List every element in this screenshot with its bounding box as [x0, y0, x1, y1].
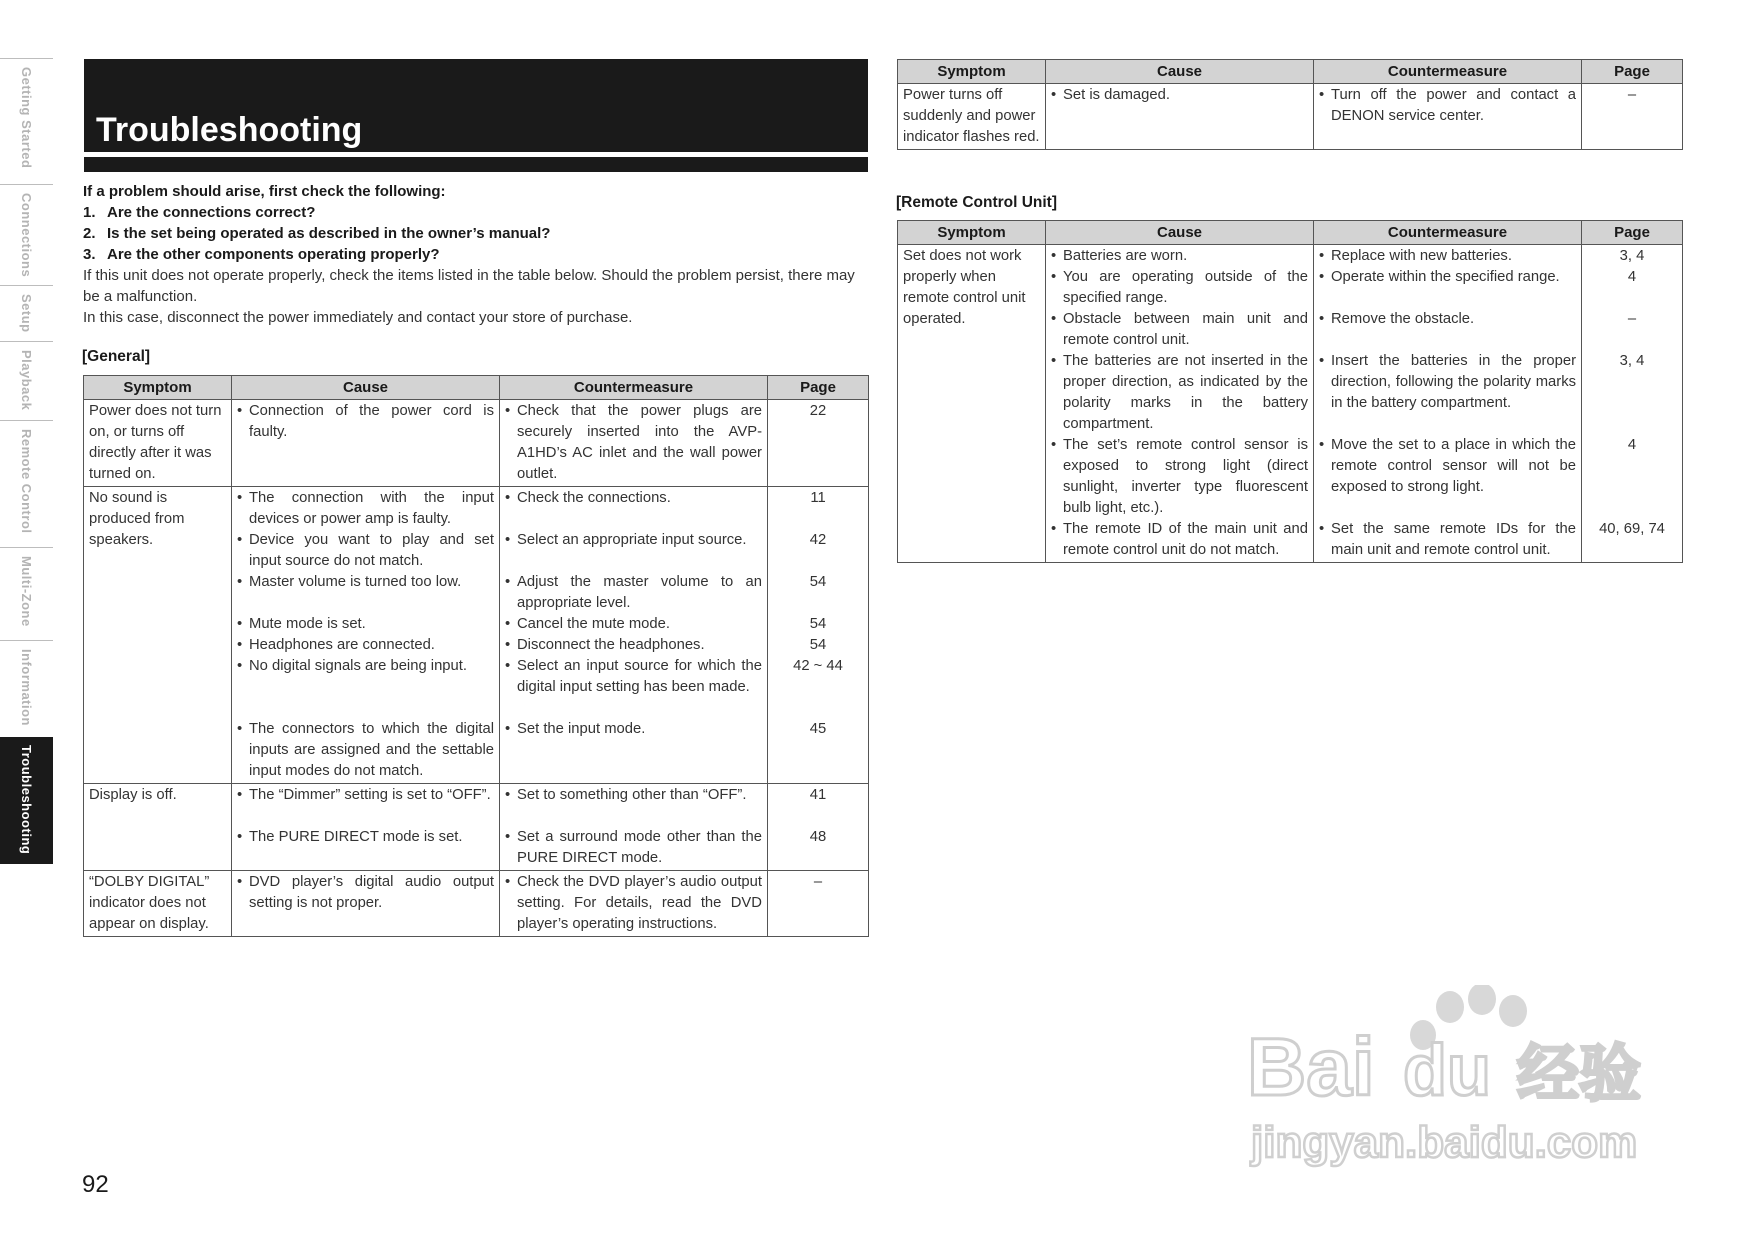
countermeasure-cell — [500, 784, 768, 871]
cause-item: • The connection with the input devices or power amp is faulty. — [237, 488, 494, 530]
page-cell — [1582, 245, 1683, 563]
tab-information[interactable]: Information — [0, 640, 53, 737]
watermark-brand-c: 经验 — [1517, 1037, 1642, 1110]
page-cell — [768, 487, 869, 784]
title-bar — [84, 59, 868, 152]
symptom-cell: “DOLBY DIGITAL” indicator does not appear on display. — [84, 871, 232, 937]
tab-troubleshooting[interactable]: Troubleshooting — [0, 737, 53, 864]
cause-cell — [1046, 245, 1314, 563]
tab-setup[interactable]: Setup — [0, 285, 53, 341]
page-ref: 48 — [809, 829, 827, 845]
symptom-cell: Set does not work properly when remote control unit operated. — [898, 245, 1046, 563]
intro-lead: If a problem should arise, first check the following: — [83, 183, 446, 200]
countermeasure-item: • Adjust the master volume to an appropriate level. — [505, 572, 762, 614]
page-ref: 54 — [809, 616, 827, 632]
col-symptom: Symptom — [898, 221, 1046, 245]
col-countermeasure: Countermeasure — [1314, 221, 1582, 245]
page-ref: 3, 4 — [1619, 353, 1645, 369]
col-cause: Cause — [1046, 221, 1314, 245]
cause-item: • Mute mode is set. — [237, 614, 494, 635]
cause-item: • The remote ID of the main unit and remote control unit do not match. — [1051, 519, 1308, 561]
countermeasure-cell — [1314, 245, 1582, 563]
symptom-cell: Power does not turn on, or turns off directly after it was turned on. — [84, 400, 232, 487]
page-ref: 11 — [810, 490, 826, 506]
countermeasure-item: • Set a surround mode other than the PURE DIRECT mode. — [505, 827, 762, 869]
page-ref: 22 — [809, 403, 827, 419]
countermeasure-item: • Cancel the mute mode. — [505, 614, 762, 635]
cause-item: • The batteries are not inserted in the proper direction, as indicated by the polarity marks in the battery compartment. — [1051, 351, 1308, 435]
cause-cell — [232, 400, 500, 487]
remote-table — [897, 220, 1683, 563]
table-row — [898, 245, 1683, 563]
cause-item: • Obstacle between main unit and remote control unit. — [1051, 309, 1308, 351]
col-symptom: Symptom — [898, 60, 1046, 84]
watermark-brand-b: du — [1403, 1031, 1491, 1111]
page-ref: 3, 4 — [1619, 248, 1645, 264]
page-ref: 42 — [809, 532, 827, 548]
countermeasure-item: • Remove the obstacle. — [1319, 309, 1576, 351]
countermeasure-item: • Disconnect the headphones. — [505, 635, 762, 656]
symptom-cell: No sound is produced from speakers. — [84, 487, 232, 784]
remote-section-label: [Remote Control Unit] — [896, 194, 1058, 211]
page-ref: – — [813, 874, 823, 890]
table-row — [84, 400, 869, 487]
page-ref: – — [1627, 87, 1637, 103]
page-ref: 4 — [1627, 437, 1637, 453]
intro — [83, 181, 873, 328]
page-title: Troubleshooting — [96, 111, 363, 149]
countermeasure-item: • Check the connections. — [505, 488, 762, 530]
watermark-url: jingyan.baidu.com — [1251, 1118, 1638, 1167]
page-ref: 54 — [809, 637, 827, 653]
page-cell — [768, 784, 869, 871]
cause-item: • The PURE DIRECT mode is set. — [237, 827, 494, 848]
page-cell — [768, 400, 869, 487]
countermeasure-item: • Operate within the specified range. — [1319, 267, 1576, 309]
col-countermeasure: Countermeasure — [1314, 60, 1582, 84]
countermeasure-item: • Check that the power plugs are securely inserted into the AVP-A1HD’s AC inlet and the wall power outlet. — [505, 401, 762, 485]
page-ref: 40, 69, 74 — [1599, 521, 1665, 537]
cause-item: • The “Dimmer” setting is set to “OFF”. — [237, 785, 494, 827]
page-ref: – — [1627, 311, 1637, 327]
table-header — [84, 376, 869, 400]
col-cause: Cause — [1046, 60, 1314, 84]
general-continued-table — [897, 59, 1683, 150]
col-page: Page — [1582, 60, 1683, 84]
page-ref: 42 ~ 44 — [793, 658, 843, 674]
general-table — [83, 375, 869, 937]
cause-item: • The set’s remote control sensor is exposed to strong light (direct sunlight, inverter type fluorescent bulb light, etc.). — [1051, 435, 1308, 519]
cause-item: • Connection of the power cord is faulty. — [237, 401, 494, 443]
symptom-cell: Power turns off suddenly and power indicator flashes red. — [898, 84, 1046, 150]
cause-item: • DVD player’s digital audio output setting is not proper. — [237, 872, 494, 914]
col-symptom: Symptom — [84, 376, 232, 400]
table-row — [84, 784, 869, 871]
check-3: 3. Are the other components operating properly? — [83, 246, 440, 263]
intro-paragraph-2: In this case, disconnect the power immediately and contact your store of purchase. — [83, 309, 633, 326]
tab-connections[interactable]: Connections — [0, 184, 53, 285]
title-underline — [84, 157, 868, 172]
countermeasure-cell — [500, 487, 768, 784]
page-ref: 4 — [1627, 269, 1637, 285]
page-number: 92 — [82, 1171, 109, 1198]
countermeasure-item: • Check the DVD player’s audio output setting. For details, read the DVD player’s operating instructions. — [505, 872, 762, 935]
cause-item: • The connectors to which the digital inputs are assigned and the settable input modes do not match. — [237, 719, 494, 782]
tab-playback[interactable]: Playback — [0, 341, 53, 420]
check-1: 1. Are the connections correct? — [83, 204, 316, 221]
col-page: Page — [1582, 221, 1683, 245]
page-cell — [768, 871, 869, 937]
countermeasure-item: • Insert the batteries in the proper direction, following the polarity marks in the battery compartment. — [1319, 351, 1576, 435]
countermeasure-item: • Set to something other than “OFF”. — [505, 785, 762, 827]
tab-getting-started[interactable]: Getting Started — [0, 58, 53, 184]
cause-item: • Set is damaged. — [1051, 85, 1308, 106]
baidu-watermark — [1245, 985, 1665, 1175]
cause-cell — [1046, 84, 1314, 150]
tab-remote-control[interactable]: Remote Control — [0, 420, 53, 547]
table-header — [898, 221, 1683, 245]
cause-item: • You are operating outside of the specified range. — [1051, 267, 1308, 309]
general-section-label: [General] — [82, 348, 151, 365]
cause-cell — [232, 487, 500, 784]
cause-item: • Device you want to play and set input source do not match. — [237, 530, 494, 572]
cause-cell — [232, 871, 500, 937]
cause-item: • Master volume is turned too low. — [237, 572, 494, 614]
check-2: 2. Is the set being operated as described in the owner’s manual? — [83, 225, 551, 242]
countermeasure-item: • Select an appropriate input source. — [505, 530, 762, 572]
page-ref: 45 — [809, 721, 827, 737]
table-row — [898, 84, 1683, 150]
table-row — [84, 487, 869, 784]
cause-item: • Batteries are worn. — [1051, 246, 1308, 267]
countermeasure-item: • Move the set to a place in which the remote control sensor will not be exposed to strong light. — [1319, 435, 1576, 519]
intro-paragraph-1: If this unit does not operate properly, check the items listed in the table below. Should the problem persist, there may be a malfunction. — [83, 267, 855, 305]
cause-item: • Headphones are connected. — [237, 635, 494, 656]
countermeasure-item: • Set the input mode. — [505, 719, 762, 740]
watermark-brand-a: Bai — [1247, 1022, 1375, 1113]
page-ref: 41 — [809, 787, 827, 803]
table-row — [84, 871, 869, 937]
countermeasure-item: • Turn off the power and contact a DENON service center. — [1319, 85, 1576, 127]
countermeasure-item: • Replace with new batteries. — [1319, 246, 1576, 267]
countermeasure-item: • Set the same remote IDs for the main unit and remote control unit. — [1319, 519, 1576, 561]
countermeasure-cell — [500, 400, 768, 487]
symptom-cell: Display is off. — [84, 784, 232, 871]
countermeasure-item: • Select an input source for which the digital input setting has been made. — [505, 656, 762, 719]
col-page: Page — [768, 376, 869, 400]
col-cause: Cause — [232, 376, 500, 400]
table-header — [898, 60, 1683, 84]
countermeasure-cell — [1314, 84, 1582, 150]
col-countermeasure: Countermeasure — [500, 376, 768, 400]
page-cell — [1582, 84, 1683, 150]
cause-item: • No digital signals are being input. — [237, 656, 494, 719]
cause-cell — [232, 784, 500, 871]
page-ref: 54 — [809, 574, 827, 590]
countermeasure-cell — [500, 871, 768, 937]
tab-multi-zone[interactable]: Multi-Zone — [0, 547, 53, 640]
